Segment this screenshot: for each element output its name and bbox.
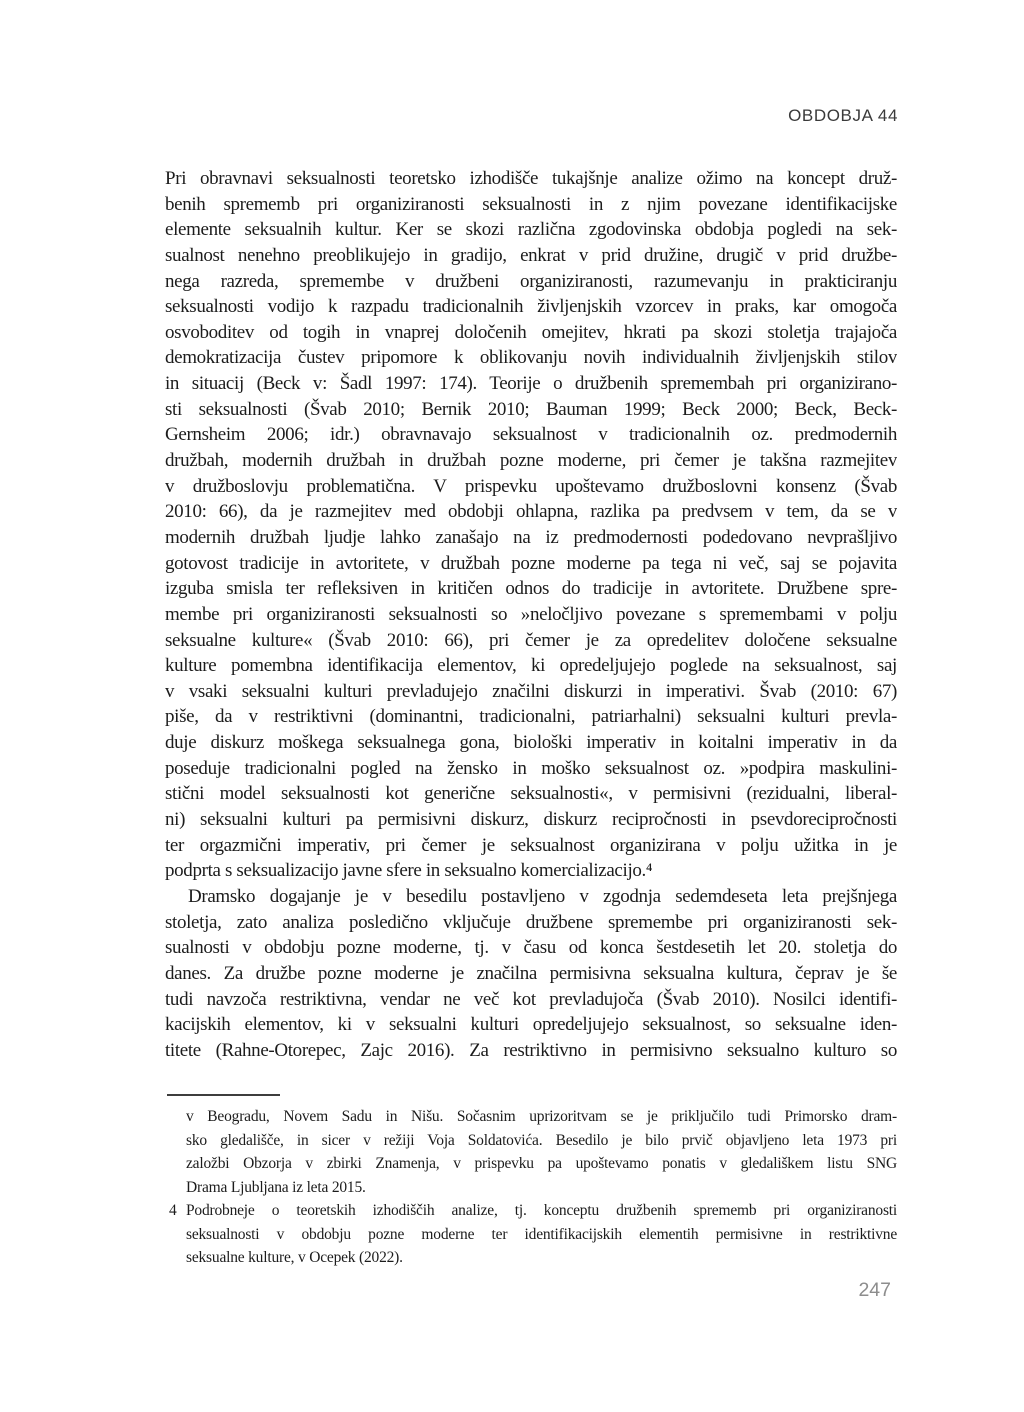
- text-line: izguba smisla ter refleksiven in kritičen odnos do tradicije in avtoritete. Družbene spre-: [165, 578, 897, 600]
- text-line: sko gledališče, in sicer v režiji Voja Soldatovića. Besedilo je bilo prvič objavljeno leta 1973 pri: [186, 1131, 897, 1149]
- article-body: [165, 166, 897, 1063]
- text-line: v vsaki seksualni kulturi prevladujejo značilni diskurzi in imperativi. Švab (2010: 67): [165, 680, 897, 702]
- text-line: Dramsko dogajanje je v besedilu postavljeno v zgodnja sedemdeseta leta prejšnjega: [188, 885, 897, 907]
- text-line: seksualnosti vodijo k razpadu tradicionalnih življenjskih vzorcev in praks, kar omogoča: [165, 296, 897, 318]
- text-line: v Beogradu, Novem Sadu in Nišu. Sočasnim uprizoritvam se je priključilo tudi Primorsko dram-: [186, 1108, 897, 1125]
- page-number: 247: [858, 1279, 891, 1301]
- text-line: Gernsheim 2006; idr.) obravnavajo seksualnost v tradicionalnih oz. predmodernih: [165, 424, 897, 446]
- text-line: založbi Obzorja v zbirki Znamenja, v prispevku pa upoštevamo ponatis v gledališkem listu SNG: [186, 1155, 897, 1172]
- text-line: duje diskurz moškega seksualnega gona, biološki imperativ in koitalni imperativ in da: [165, 732, 897, 754]
- text-line: v družboslovju problematična. V prispevku upoštevamo družboslovni konsenz (Švab: [165, 475, 897, 497]
- text-line: demokratizacija čustev pripomore k oblikovanju novih individualnih življenjskih stilov: [165, 347, 897, 369]
- paragraph-2: [165, 884, 897, 1063]
- footnotes-section: [167, 1094, 897, 1270]
- text-line: Pri obravnavi seksualnosti teoretsko izhodišče tukajšnje analize ožimo na koncept druž-: [165, 168, 897, 189]
- text-line: tudi navzoča restriktivna, vendar ne več kot prevladujoča (Švab 2010). Nosilci identifi-: [165, 988, 897, 1010]
- footnote-continuation-text: [186, 1105, 897, 1199]
- text-line: podprta s seksualizacijo javne sfere in seksualno komercializacijo.⁴: [165, 860, 653, 882]
- text-line: 2010: 66), da je razmejitev med obdobji ohlapna, razlika pa predvsem v tem, da se v: [165, 501, 897, 523]
- footnote-4-marker: 4: [169, 1202, 177, 1219]
- text-line: gotovost tradicije in avtoritete, v družbah pozne moderne pa tega ni več, saj se pojavita: [165, 552, 897, 574]
- text-line: poseduje tradicionalni pogled na žensko in moško seksualnost oz. »podpira maskulini-: [165, 757, 897, 779]
- text-line: seksualnosti v obdobju pozne moderne ter identifikacijskih elementih permisivne in restriktivne: [186, 1225, 897, 1243]
- text-line: osvoboditev od togih in vnaprej določenih omejitev, hkrati pa skozi stoletja trajajoča: [165, 321, 897, 343]
- text-line: ni) seksualni kulturi pa permisivni diskurz, diskurz recipročnosti in psevdorecipročnosti: [165, 809, 897, 831]
- text-line: Drama Ljubljana iz leta 2015.: [186, 1178, 366, 1196]
- journal-title: OBDOBJA 44: [788, 106, 898, 125]
- text-line: sti seksualnosti (Švab 2010; Bernik 2010; Bauman 1999; Beck 2000; Beck, Beck-: [165, 398, 897, 420]
- text-line: družbah, modernih družbah in družbah pozne moderne, pri čemer je takšna razmejitev: [165, 450, 897, 472]
- text-line: kacijskih elementov, ki v seksualni kulturi opredeljujejo seksualnost, so seksualne iden-: [165, 1014, 897, 1036]
- text-line: sualnost nenehno preoblikujejo in gradijo, enkrat v prid družine, drugič v prid družbe-: [165, 244, 897, 266]
- text-line: seksualne kulture« (Švab 2010: 66), pri čemer je za opredelitev določene seksualne: [165, 629, 897, 651]
- text-line: elemente seksualnih kultur. Ker se skozi različna zgodovinska obdobja pogledi na sek-: [165, 219, 897, 241]
- text-line: nega razreda, spremembe v družbeni organiziranosti, razumevanju in prakticiranju: [165, 270, 897, 292]
- footnote-4: [167, 1199, 897, 1270]
- text-line: in situacij (Beck v: Šadl 1997: 174). Teorije o družbenih spremembah pri organizirano-: [165, 373, 897, 395]
- text-line: titete (Rahne-Otorepec, Zajc 2016). Za restriktivno in permisivno seksualno kulturo so: [165, 1039, 897, 1061]
- text-line: membe pri organiziranosti seksualnosti so »neločljivo povezane s spremembami v polju: [165, 603, 897, 625]
- text-line: ter orgazmični imperativ, pri čemer je seksualnost organizirana v polju užitka in je: [165, 834, 897, 856]
- text-line: benih sprememb pri organiziranosti seksualnosti in z njim povezane identifikacijske: [165, 193, 897, 215]
- text-line: kulture pomembna identifikacija elementov, ki opredeljujejo poglede na seksualnost, saj: [165, 655, 897, 677]
- text-line: stični model seksualnosti kot generične seksualnosti«, v permisivni (rezidualni, liberal-: [165, 783, 897, 805]
- running-header: [165, 106, 898, 126]
- text-line: piše, da v restriktivni (dominantni, tradicionalni, patriarhalni) seksualni kulturi prevla-: [165, 706, 897, 728]
- text-line: seksualne kulture, v Ocepek (2022).: [186, 1249, 403, 1266]
- footnote-4-text: [186, 1199, 897, 1270]
- text-line: sualnosti v obdobju pozne moderne, tj. v času od konca šestdesetih let 20. stoletja do: [165, 937, 897, 959]
- footnote-separator-rule: [167, 1094, 280, 1096]
- footnote-continuation: [167, 1105, 897, 1199]
- text-line: danes. Za družbe pozne moderne je značilna permisivna seksualna kultura, čeprav je še: [165, 962, 897, 984]
- text-line: modernih družbah ljudje lahko zanašajo na iz predmodernosti podedovano nevprašljivo: [165, 526, 897, 548]
- paragraph-1: [165, 166, 897, 884]
- text-line: Podrobneje o teoretskih izhodiščih analize, tj. konceptu družbenih sprememb pri organiziranosti: [186, 1202, 897, 1219]
- text-line: stoletja, zato analiza posledično vključuje družbene spremembe pri organiziranosti sek-: [165, 911, 897, 933]
